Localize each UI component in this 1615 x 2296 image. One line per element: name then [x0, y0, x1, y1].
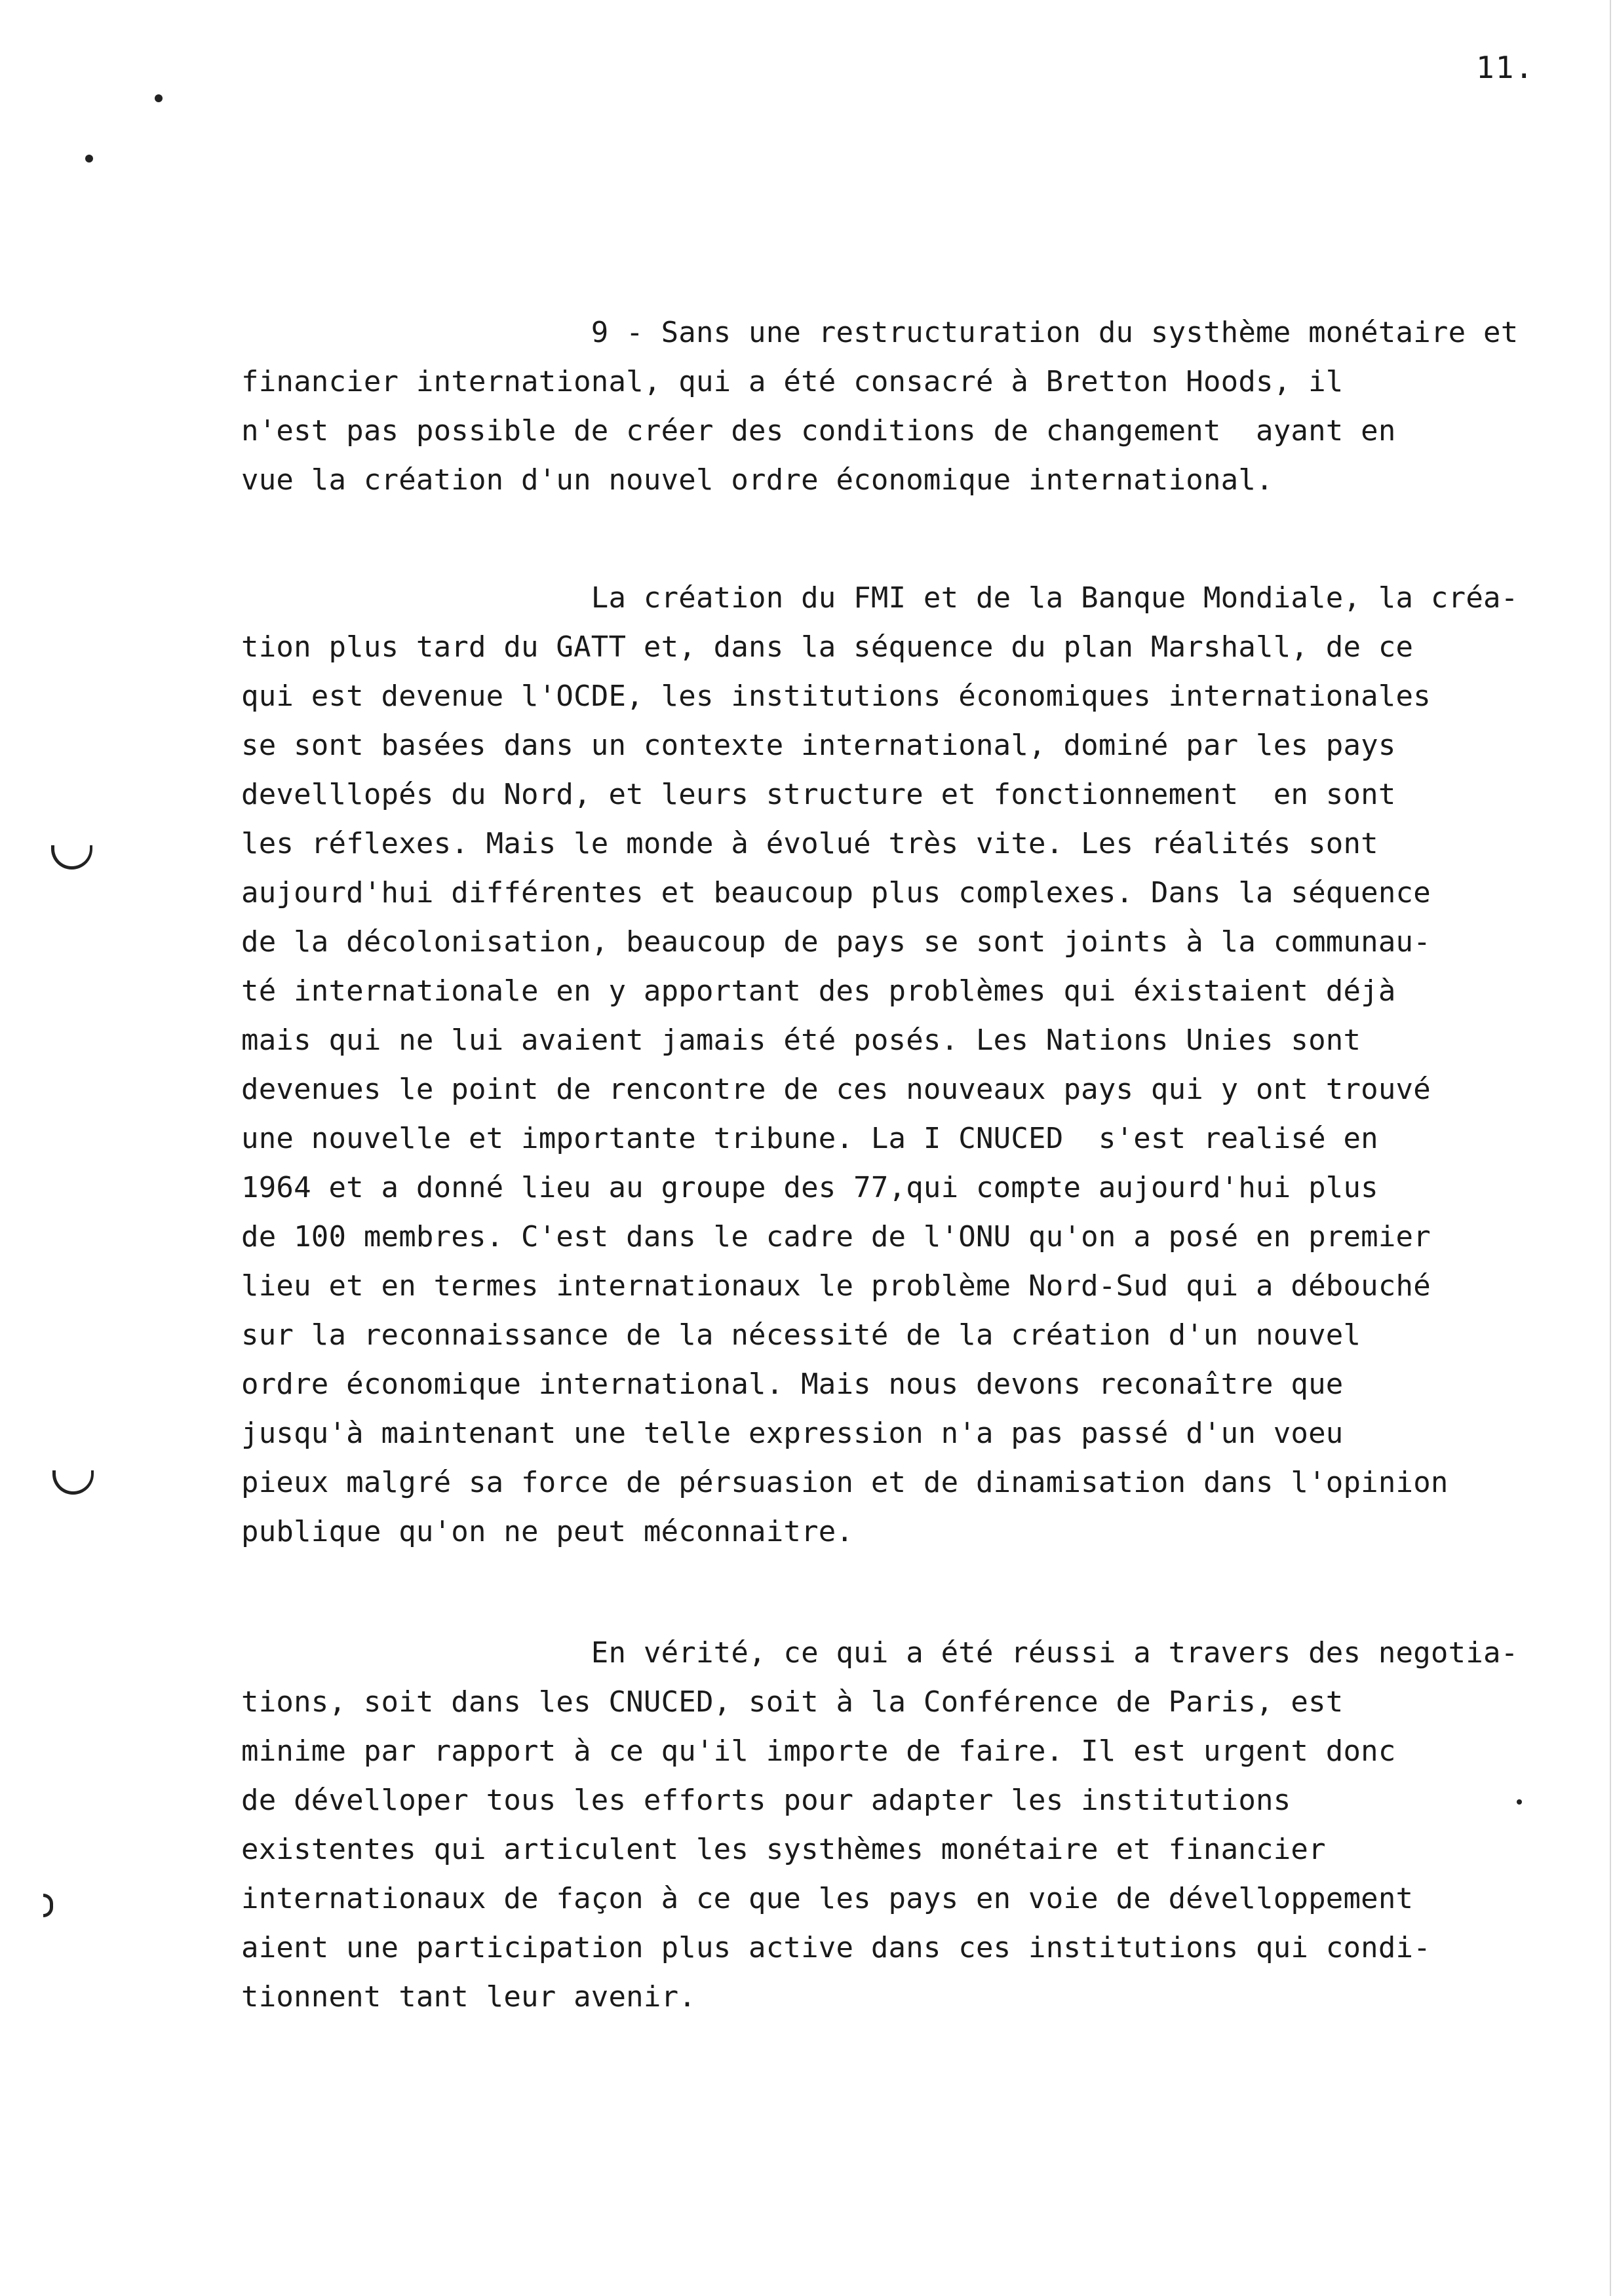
- text-line: qui est devenue l'OCDE, les institutions économiques internationales: [241, 679, 1431, 713]
- text-line: aujourd'hui différentes et beaucoup plus complexes. Dans la séquence: [241, 876, 1431, 909]
- page-edge-line: [1610, 0, 1611, 2296]
- margin-dot-mark: [85, 155, 93, 163]
- text-line: de la décolonisation, beaucoup de pays se sont joints à la communau-: [241, 925, 1431, 959]
- text-line: develllopés du Nord, et leurs structure et fonctionnement en sont: [241, 778, 1396, 811]
- text-line: de dévelloper tous les efforts pour adapter les institutions: [241, 1784, 1291, 1817]
- text-line: ordre économique international. Mais nous devons reconaître que: [241, 1368, 1344, 1401]
- text-line: tion plus tard du GATT et, dans la séquence du plan Marshall, de ce: [241, 630, 1414, 664]
- margin-hook-mark: [52, 1470, 94, 1495]
- text-line: té internationale en y apportant des problèmes qui éxistaient déjà: [241, 974, 1396, 1008]
- body-text: [241, 308, 1591, 2021]
- text-line: mais qui ne lui avaient jamais été posés. Les Nations Unies sont: [241, 1024, 1361, 1057]
- text-line: une nouvelle et importante tribune. La I CNUCED s'est realisé en: [241, 1122, 1378, 1155]
- text-line: les réflexes. Mais le monde à évolué très vite. Les réalités sont: [241, 827, 1378, 860]
- text-line: aient une participation plus active dans ces institutions qui condi-: [241, 1931, 1431, 1964]
- paragraph-gap: [241, 1556, 1591, 1628]
- text-line: publique qu'on ne peut méconnaitre.: [241, 1515, 854, 1548]
- margin-bracket-mark: [43, 1894, 53, 1917]
- text-line: 9 - Sans une restructuration du systhème monétaire et: [241, 316, 1519, 349]
- text-line: En vérité, ce qui a été réussi a travers des negotia-: [241, 1636, 1519, 1670]
- text-line: n'est pas possible de créer des conditions de changement ayant en: [241, 414, 1396, 448]
- text-line: sur la reconnaissance de la nécessité de la création d'un nouvel: [241, 1318, 1361, 1352]
- text-line: vue la création d'un nouvel ordre économique international.: [241, 463, 1274, 497]
- margin-hook-mark: [51, 845, 92, 870]
- text-line: tionnent tant leur avenir.: [241, 1980, 696, 2014]
- text-line: jusqu'à maintenant une telle expression n'a pas passé d'un voeu: [241, 1417, 1344, 1450]
- text-line: minime par rapport à ce qu'il importe de faire. Il est urgent donc: [241, 1734, 1396, 1768]
- text-line: tions, soit dans les CNUCED, soit à la Conférence de Paris, est: [241, 1685, 1344, 1719]
- text-line: La création du FMI et de la Banque Mondiale, la créa-: [241, 581, 1519, 615]
- text-line: pieux malgré sa force de pérsuasion et de dinamisation dans l'opinion: [241, 1466, 1449, 1499]
- text-line: financier international, qui a été consacré à Bretton Hoods, il: [241, 365, 1344, 398]
- margin-dot-mark: [155, 94, 163, 102]
- page-number: 11.: [1476, 50, 1535, 85]
- text-line: se sont basées dans un contexte international, dominé par les pays: [241, 729, 1396, 762]
- text-line: devenues le point de rencontre de ces nouveaux pays qui y ont trouvé: [241, 1073, 1431, 1106]
- text-line: internationaux de façon à ce que les pays en voie de dévelloppement: [241, 1882, 1414, 1915]
- paragraph-gap: [241, 505, 1591, 573]
- text-line: lieu et en termes internationaux le problème Nord-Sud qui a débouché: [241, 1269, 1431, 1303]
- text-line: de 100 membres. C'est dans le cadre de l'ONU qu'on a posé en premier: [241, 1220, 1431, 1253]
- text-line: 1964 et a donné lieu au groupe des 77,qui compte aujourd'hui plus: [241, 1171, 1378, 1204]
- text-line: existentes qui articulent les systhèmes monétaire et financier: [241, 1833, 1326, 1866]
